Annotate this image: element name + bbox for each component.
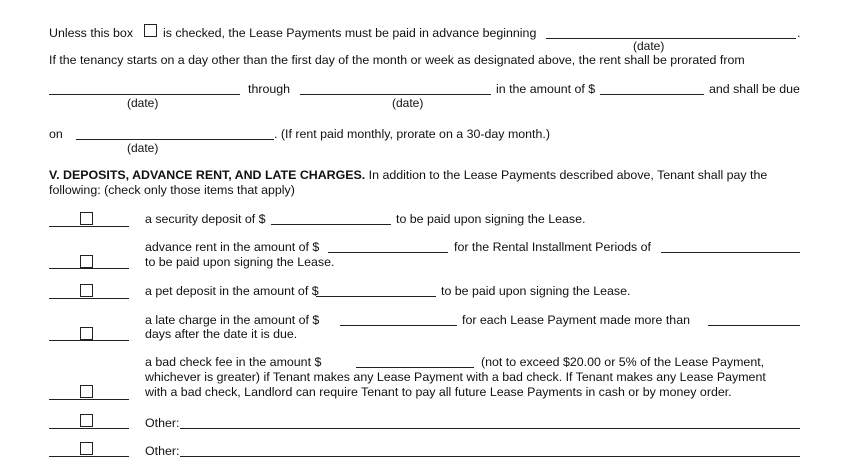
- prorate-text: If the tenancy starts on a day other than the first day of the month or week as designated above, the rent shall be prorated from: [49, 53, 745, 67]
- other2-line: [49, 456, 129, 457]
- amount-text: in the amount of $: [496, 82, 596, 96]
- badcheck-text: a bad check fee in the amount $: [145, 355, 322, 369]
- on-text: on: [49, 127, 63, 141]
- late-line: [49, 340, 129, 341]
- other-1-checkbox[interactable]: [80, 414, 93, 427]
- late-charge-checkbox[interactable]: [80, 327, 93, 340]
- advance-line: [49, 268, 129, 269]
- advance-text-mid: for the Rental Installment Periods of: [454, 240, 651, 254]
- bad-check-fee-checkbox[interactable]: [80, 385, 93, 398]
- through-date-caption: (date): [392, 96, 424, 110]
- pet-deposit-checkbox[interactable]: [80, 284, 93, 297]
- advance-text-end: to be paid upon signing the Lease.: [145, 255, 335, 269]
- other-2-checkbox[interactable]: [80, 442, 93, 455]
- late-days-field[interactable]: [708, 325, 800, 326]
- from-date-caption: (date): [127, 96, 159, 110]
- pet-text-end: to be paid upon signing the Lease.: [441, 284, 631, 298]
- through-text: through: [248, 82, 291, 96]
- prorate-note: . (If rent paid monthly, prorate on a 30-day month.): [274, 127, 550, 141]
- late-text-end: days after the date it is due.: [145, 327, 298, 341]
- badcheck-text-line2: whichever is greater) if Tenant makes any Lease Payment with a bad check. If Tenant makes any Lease Payment: [145, 370, 766, 384]
- prorate-from-date-field[interactable]: [49, 94, 240, 95]
- due-text: and shall be due: [709, 82, 800, 96]
- due-date-field[interactable]: [76, 139, 274, 140]
- intro-unless-text: Unless this box: [49, 26, 134, 40]
- section-instructions: following: (check only those items that apply): [49, 183, 295, 197]
- advance-text: advance rent in the amount of $: [145, 240, 320, 254]
- section-heading-rest: In addition to the Lease Payments described above, Tenant shall pay the: [365, 168, 768, 182]
- due-date-caption: (date): [127, 141, 159, 155]
- badcheck-amount-field[interactable]: [356, 367, 474, 368]
- badcheck-text-line3: with a bad check, Landlord can require Tenant to pay all future Lease Payments in cash or by money order.: [145, 385, 732, 399]
- prorate-amount-field[interactable]: [600, 94, 704, 95]
- security-deposit-checkbox[interactable]: [80, 212, 93, 225]
- section-heading-line: [49, 168, 800, 183]
- beginning-date-caption: (date): [633, 39, 665, 53]
- other-1-field[interactable]: [180, 428, 800, 429]
- security-text: a security deposit of $: [145, 212, 266, 226]
- security-amount-field[interactable]: [271, 224, 391, 225]
- late-text: a late charge in the amount of $: [145, 313, 320, 327]
- beginning-date-field[interactable]: [546, 38, 796, 39]
- section-heading: V. DEPOSITS, ADVANCE RENT, AND LATE CHARGES.: [49, 168, 366, 182]
- intro-checked-text: is checked, the Lease Payments must be paid in advance beginning: [163, 26, 537, 40]
- security-text-end: to be paid upon signing the Lease.: [396, 212, 586, 226]
- pet-line: [49, 298, 129, 299]
- badcheck-text-mid: (not to exceed $20.00 or 5% of the Lease Payment,: [481, 355, 765, 369]
- intro-period: .: [797, 26, 801, 40]
- advance-rent-checkbox[interactable]: [80, 255, 93, 268]
- security-line: [49, 226, 129, 227]
- advance-amount-field[interactable]: [328, 252, 448, 253]
- pet-amount-field[interactable]: [316, 296, 436, 297]
- badcheck-line: [49, 399, 129, 400]
- advance-periods-field[interactable]: [661, 252, 800, 253]
- late-amount-field[interactable]: [340, 325, 457, 326]
- other1-label: Other:: [145, 416, 180, 430]
- other2-label: Other:: [145, 444, 180, 458]
- prorate-checkbox[interactable]: [144, 24, 157, 37]
- other1-line: [49, 428, 129, 429]
- other-2-field[interactable]: [180, 456, 800, 457]
- pet-text: a pet deposit in the amount of $: [145, 284, 319, 298]
- late-text-mid: for each Lease Payment made more than: [462, 313, 690, 327]
- prorate-through-date-field[interactable]: [300, 94, 491, 95]
